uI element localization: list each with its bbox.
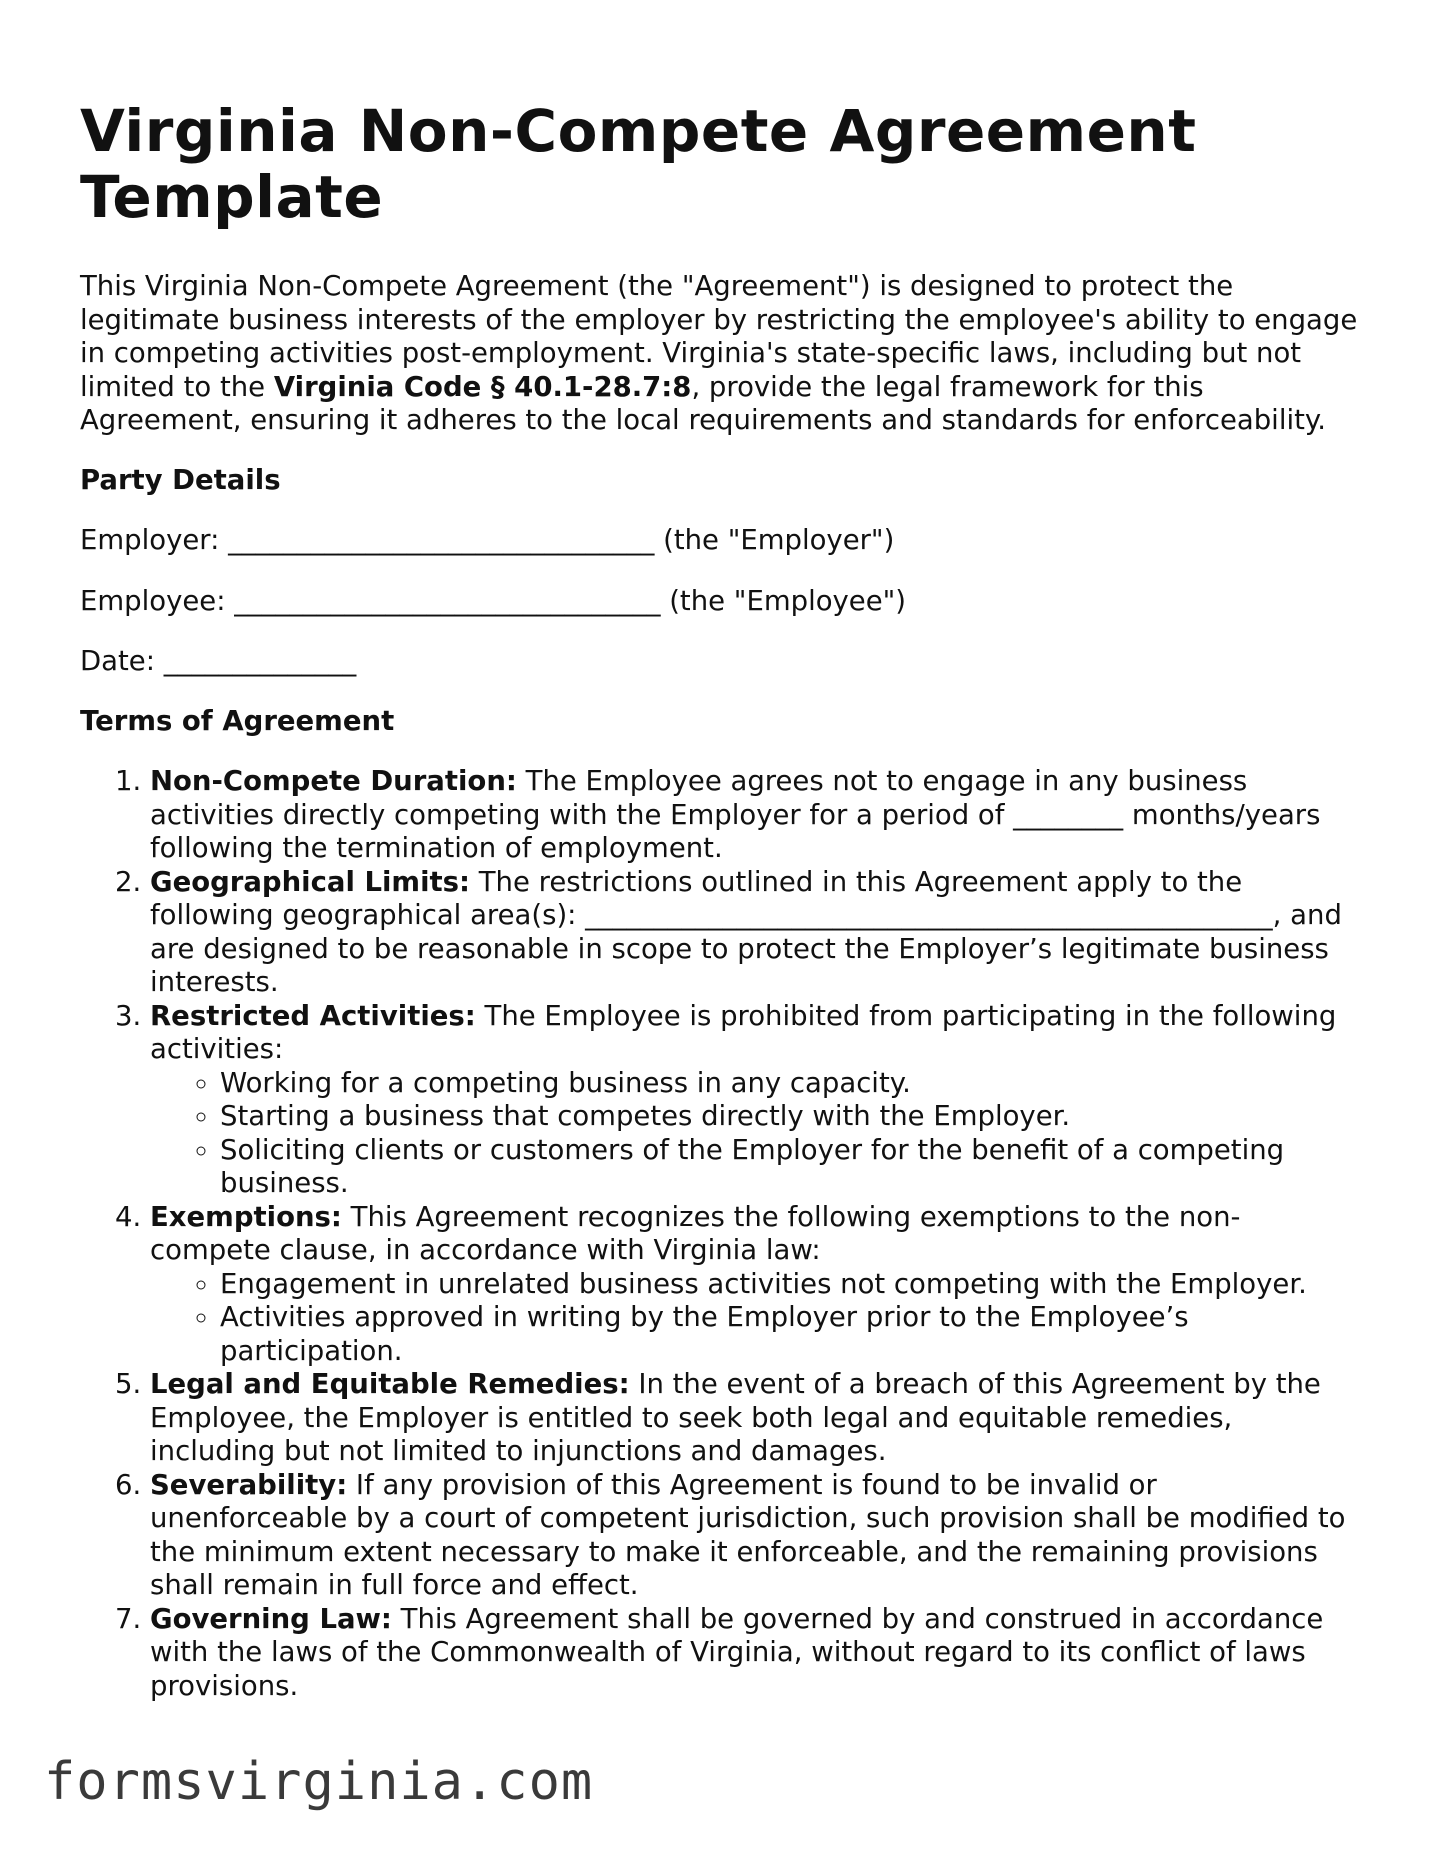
- term-subitem: ◦ Working for a competing business in any capacity.: [220, 1067, 1360, 1101]
- terms-heading: Terms of Agreement: [80, 704, 395, 737]
- employee-field: Employee: _______________________________ (the "Employee"): [80, 584, 907, 617]
- term-item: [150, 1603, 1360, 1704]
- term-item: [150, 1201, 1360, 1369]
- term-label: Legal and Equitable Remedies:: [150, 1368, 630, 1400]
- term-item: [150, 1469, 1360, 1603]
- term-label: Restricted Activities:: [150, 999, 476, 1032]
- term-item: [150, 866, 1360, 1000]
- intro-paragraph: [80, 270, 1360, 438]
- term-item: [150, 1368, 1360, 1469]
- document-title: Virginia Non-Compete Agreement Template: [80, 97, 1197, 231]
- term-text: In the event of a breach of this Agreement by the Employee, the Employer is entitled to seek both legal and equitable remedies, including but not limited to injunctions and damages.: [150, 1368, 1321, 1467]
- term-text: The restrictions outlined in this Agreement apply to the following geographical area(s): __________________________________________________, and are designed to be reasonable in scope to protect the Employer’s legitimate business interests.: [150, 865, 1342, 998]
- term-text: This Agreement recognizes the following exemptions to the non-compete clause, in accordance with Virginia law:: [150, 1200, 1241, 1266]
- term-subitem: ◦ Engagement in unrelated business activities not competing with the Employer.: [220, 1268, 1360, 1302]
- term-label: Non-Compete Duration:: [150, 765, 517, 797]
- date-field: Date: ______________: [80, 645, 357, 677]
- term-text: This Agreement shall be governed by and construed in accordance with the laws of the Commonwealth of Virginia, without regard to its conflict of laws provisions.: [150, 1602, 1324, 1702]
- intro-text-end: , provide the legal framework for this Agreement, ensuring it adheres to the local requirements and standards for enforceability.: [80, 370, 1326, 436]
- term-label: Severability:: [150, 1468, 348, 1501]
- term-label: Exemptions:: [150, 1200, 342, 1233]
- site-watermark: formsvirginia.com: [44, 1752, 594, 1812]
- term-subitem: ◦ Starting a business that competes directly with the Employer.: [220, 1100, 1360, 1134]
- intro-text-start: This Virginia Non-Compete Agreement (the "Agreement") is designed to protect the legitimate business interests of the employer by restricting the employee's ability to engage in competing activities post-employment. Virginia's state-specific laws, including but not limited to the: [80, 270, 1358, 403]
- term-text: The Employee agrees not to engage in any business activities directly competing with the Employer for a period of ________ months/years following the termination of employment.: [150, 765, 1321, 864]
- term-text: If any provision of this Agreement is found to be invalid or unenforceable by a court of competent jurisdiction, such provision shall be modified to the minimum extent necessary to make it enforceable, and the remaining provisions shall remain in full force and effect.: [150, 1468, 1346, 1601]
- term-subitem: ◦ Activities approved in writing by the Employer prior to the Employee’s participation.: [220, 1301, 1360, 1368]
- term-sublist: [150, 1067, 1360, 1201]
- intro-code-citation: Virginia Code § 40.1-28.7:8: [273, 370, 692, 403]
- employer-field: Employer: _______________________________ (the "Employer"): [80, 524, 895, 556]
- term-label: Geographical Limits:: [150, 865, 471, 898]
- term-item: [150, 765, 1360, 866]
- term-text: The Employee is prohibited from participating in the following activities:: [150, 999, 1337, 1065]
- terms-list: [80, 765, 1360, 1703]
- document-page: [80, 98, 1360, 1703]
- term-item: [150, 1000, 1360, 1201]
- term-label: Governing Law:: [150, 1602, 392, 1635]
- party-details-heading: Party Details: [80, 463, 281, 496]
- term-sublist: [150, 1268, 1360, 1369]
- term-subitem: ◦ Soliciting clients or customers of the Employer for the benefit of a competing business.: [220, 1134, 1360, 1201]
